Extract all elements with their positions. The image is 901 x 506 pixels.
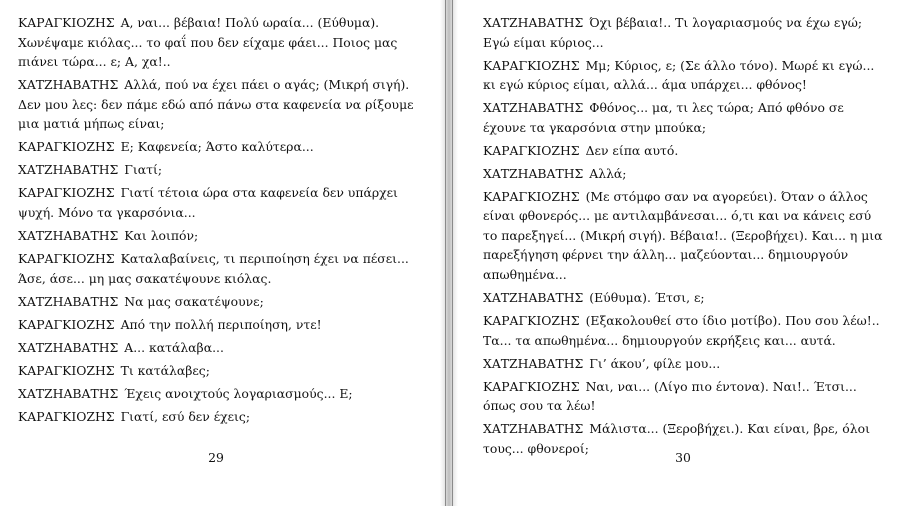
speaker-name: ΧΑΤΖΗΑΒΑΤΗΣ — [483, 290, 584, 306]
speaker-name: ΧΑΤΖΗΑΒΑΤΗΣ — [18, 227, 119, 243]
dialogue-text: Μάλιστα... (Ξεροβήχει.). Και είναι, βρε, όλοι τους... φθονεροί; — [483, 421, 870, 456]
dialogue-text: Όχι βέβαια!.. Τι λογαριασμούς να έχω εγώ; Εγώ είμαι κύριος... — [483, 15, 863, 50]
dialogue-line — [18, 292, 422, 312]
right-page — [458, 0, 901, 506]
dialogue-text: Γιατί τέτοια ώρα στα καφενεία δεν υπάρχει ψυχή. Μόνο τα γκαρσόνια... — [18, 185, 398, 220]
speaker-name: ΧΑΤΖΗΑΒΑΤΗΣ — [483, 15, 584, 30]
dialogue-line — [18, 160, 422, 180]
page-number: 30 — [675, 450, 691, 465]
dialogue-text: (Εύθυμα). Έτσι, ε; — [589, 290, 705, 306]
dialogue-text: Γι’ άκου’, φίλε μου... — [589, 355, 721, 371]
left-page — [0, 0, 440, 506]
dialogue-text: Καταλαβαίνεις, τι περιποίηση έχει να πέσει... Άσε, άσε... μη μας σακατέψουνε κιόλας. — [18, 251, 409, 286]
dialogue-text: Αλλά, πού να έχει πάει ο αγάς; (Μικρή σιγή). Δεν μου λες: δεν πάμε εδώ από πάνω στα καφενεία να ρίξουμε μια ματιά μήπως είναι; — [18, 77, 414, 132]
dialogue-text: Από την πολλή περιποίηση, ντε! — [120, 316, 322, 332]
dialogue-line — [18, 361, 422, 381]
dialogue-line — [483, 164, 886, 184]
speaker-name: ΧΑΤΖΗΑΒΑΤΗΣ — [18, 162, 119, 178]
dialogue-line — [18, 75, 422, 134]
dialogue-line — [18, 226, 422, 246]
dialogue-line — [483, 377, 886, 416]
speaker-name: ΚΑΡΑΓΚΙΟΖΗΣ — [18, 139, 115, 155]
speaker-name: ΧΑΤΖΗΑΒΑΤΗΣ — [483, 355, 584, 371]
spine-line — [445, 0, 446, 506]
speaker-name: ΚΑΡΑΓΚΙΟΖΗΣ — [483, 188, 580, 204]
speaker-name: ΚΑΡΑΓΚΙΟΖΗΣ — [18, 185, 115, 201]
dialogue-text: Μμ; Κύριος, ε; (Σε άλλο τόνο). Μωρέ κι εγώ... κι εγώ κύριος είμαι, αλλά... άμα υπάρχει... φθόνος! — [483, 57, 875, 93]
dialogue-text: Α... κατάλαβα... — [124, 339, 224, 355]
dialogue-text: (Εξακολουθεί στο ίδιο μοτίβο). Που σου λέω!.. Τα... τα απωθημένα... δημιουργούν εκρήξεις και... αυτά. — [483, 313, 880, 348]
speaker-name: ΧΑΤΖΗΑΒΑΤΗΣ — [18, 293, 119, 309]
speaker-name: ΧΑΤΖΗΑΒΑΤΗΣ — [18, 386, 119, 402]
speaker-name: ΚΑΡΑΓΚΙΟΖΗΣ — [483, 142, 580, 158]
dialogue-line — [483, 141, 886, 161]
dialogue-text: Αλλά; — [589, 165, 627, 181]
dialogue-text: Ναι, ναι... (Λίγο πιο έντονα). Ναι!.. Έτσι... όπως σου τα λέω! — [483, 378, 857, 414]
dialogue-line — [18, 183, 422, 222]
spine-line — [452, 0, 453, 506]
book-spine-divider — [440, 0, 458, 506]
dialogue-line — [483, 98, 886, 137]
page-number: 29 — [208, 450, 224, 465]
speaker-name: ΧΑΤΖΗΑΒΑΤΗΣ — [483, 165, 584, 181]
dialogue-line — [483, 13, 886, 52]
dialogue-line — [483, 187, 886, 285]
speaker-name: ΧΑΤΖΗΑΒΑΤΗΣ — [18, 339, 119, 355]
dialogue-line — [18, 249, 422, 288]
dialogue-line — [18, 384, 422, 404]
dialogue-text: Δεν είπα αυτό. — [585, 142, 679, 158]
speaker-name: ΚΑΡΑΓΚΙΟΖΗΣ — [18, 409, 115, 425]
dialogue-line — [18, 13, 422, 72]
speaker-name: ΧΑΤΖΗΑΒΑΤΗΣ — [483, 421, 584, 437]
speaker-name: ΚΑΡΑΓΚΙΟΖΗΣ — [18, 316, 115, 332]
speaker-name: ΚΑΡΑΓΚΙΟΖΗΣ — [483, 378, 580, 394]
dialogue-line — [18, 338, 422, 358]
speaker-name: ΚΑΡΑΓΚΙΟΖΗΣ — [18, 251, 115, 267]
left-page-text — [18, 13, 422, 430]
dialogue-text: Α, ναι... βέβαια! Πολύ ωραία... (Εύθυμα). Χωνέψαμε κιόλας... το φαΐ που δεν είχαμε φάει... Ποιος μας πιάνει τώρα... ε; Α, χα!.. — [18, 15, 398, 69]
dialogue-line — [483, 354, 886, 374]
speaker-name: ΧΑΤΖΗΑΒΑΤΗΣ — [483, 100, 584, 116]
dialogue-text: Φθόνος... μα, τι λες τώρα; Από φθόνο σε έχουνε τα γκαρσόνια στην μπούκα; — [483, 100, 844, 135]
speaker-name: ΚΑΡΑΓΚΙΟΖΗΣ — [18, 15, 115, 30]
speaker-name: ΚΑΡΑΓΚΙΟΖΗΣ — [18, 362, 115, 378]
dialogue-text: Τι κατάλαβες; — [120, 362, 210, 378]
dialogue-text: Γιατί, εσύ δεν έχεις; — [120, 409, 251, 425]
dialogue-line — [18, 137, 422, 157]
speaker-name: ΧΑΤΖΗΑΒΑΤΗΣ — [18, 77, 119, 93]
right-page-text — [483, 13, 886, 462]
dialogue-text: Και λοιπόν; — [124, 227, 199, 243]
dialogue-text: Ε; Καφενεία; Άστο καλύτερα... — [120, 139, 314, 155]
dialogue-text: (Με στόμφο σαν να αγορεύει). Όταν ο άλλος είναι φθονερός... με αντιλαμβάνεσαι... ό,τι και να κάνεις εσύ το παρεξηγεί... (Μικρή σιγή). Βέβαια!.. (Ξεροβήχει). Και... η μια παρεξήγηση φέρνει την άλλη... μαζεύονται... δημιουργούν απωθημένα... — [483, 188, 883, 282]
speaker-name: ΚΑΡΑΓΚΙΟΖΗΣ — [483, 313, 580, 329]
dialogue-line — [18, 315, 422, 335]
dialogue-text: Γιατί; — [124, 162, 162, 178]
dialogue-text: Να μας σακατέψουνε; — [124, 293, 264, 309]
speaker-name: ΚΑΡΑΓΚΙΟΖΗΣ — [483, 57, 580, 73]
dialogue-line — [483, 288, 886, 308]
dialogue-line — [483, 56, 886, 95]
dialogue-line — [483, 311, 886, 350]
dialogue-text: Έχεις ανοιχτούς λογαριασμούς... Ε; — [124, 386, 353, 402]
dialogue-line — [18, 407, 422, 427]
